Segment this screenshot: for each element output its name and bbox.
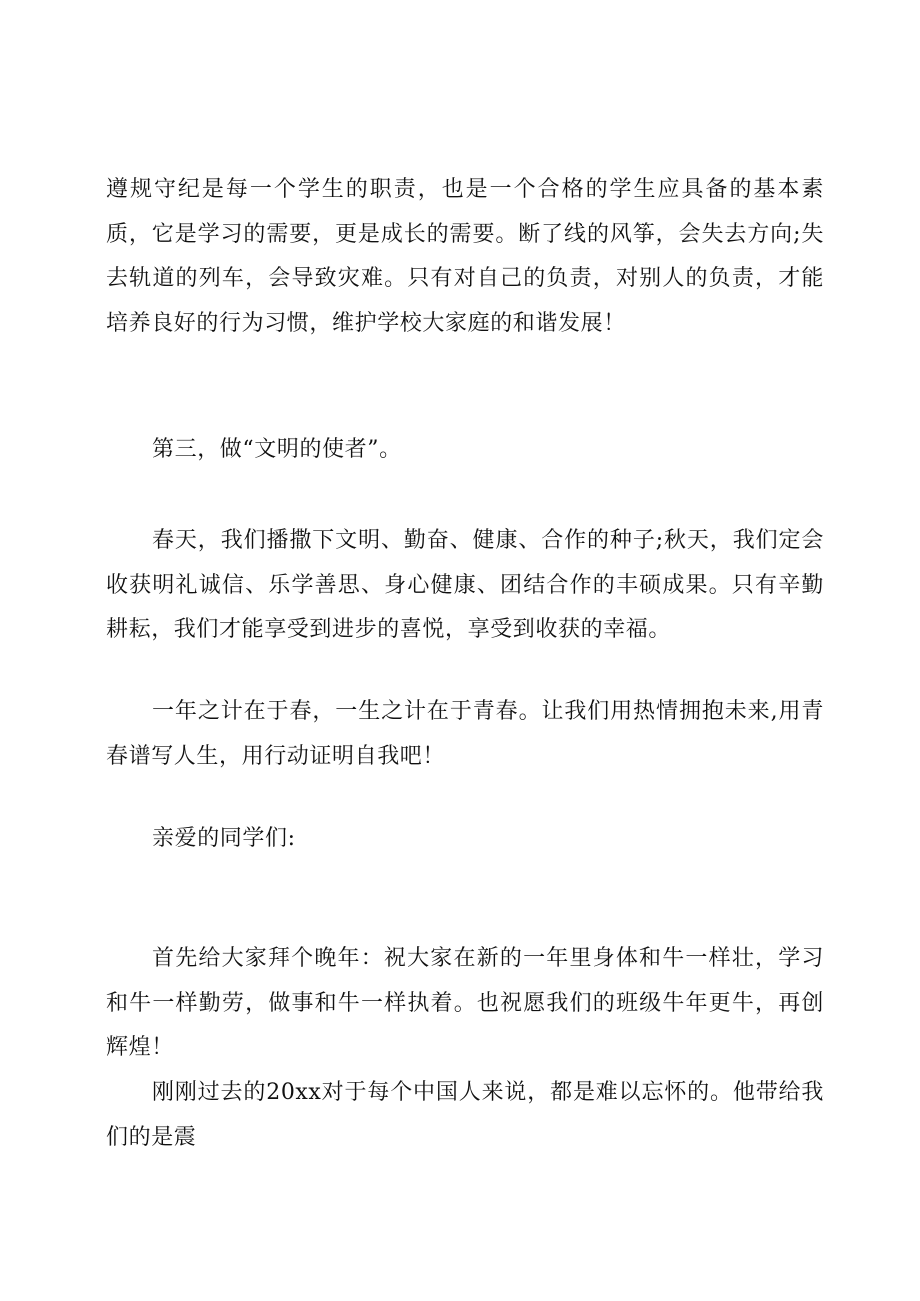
paragraph-heading-third: 第三，做“文明的使者”。	[152, 437, 402, 462]
paragraph-new-year-wishes: 首先给大家拜个晚年：祝大家在新的一年里身体和牛一样壮，学习和牛一样勤劳，做事和牛一样执着。也祝愿我们的班级牛年更牛，再创辉煌！	[106, 946, 824, 1060]
paragraph-youth: 一年之计在于春，一生之计在于青春。让我们用热情拥抱未来,用青春谱写人生，用行动证明自我吧！	[106, 699, 824, 769]
paragraph-salutation: 亲爱的同学们:	[152, 826, 296, 851]
paragraph-past-year: 刚刚过去的20xx对于每个中国人来说，都是难以忘怀的。他带给我们的是震	[106, 1080, 824, 1150]
paragraph-discipline: 遵规守纪是每一个学生的职责，也是一个合格的学生应具备的基本素质，它是学习的需要，更是成长的需要。断了线的风筝，会失去方向;失去轨道的列车，会导致灾难。只有对自己的负责，对别人的负责，才能培养良好的行为习惯，维护学校大家庭的和谐发展！	[106, 177, 824, 336]
paragraph-spring-autumn: 春天，我们播撒下文明、勤奋、健康、合作的种子;秋天，我们定会收获明礼诚信、乐学善思、身心健康、团结合作的丰硕成果。只有辛勤耕耘，我们才能享受到进步的喜悦，享受到收获的幸福。	[106, 528, 824, 642]
